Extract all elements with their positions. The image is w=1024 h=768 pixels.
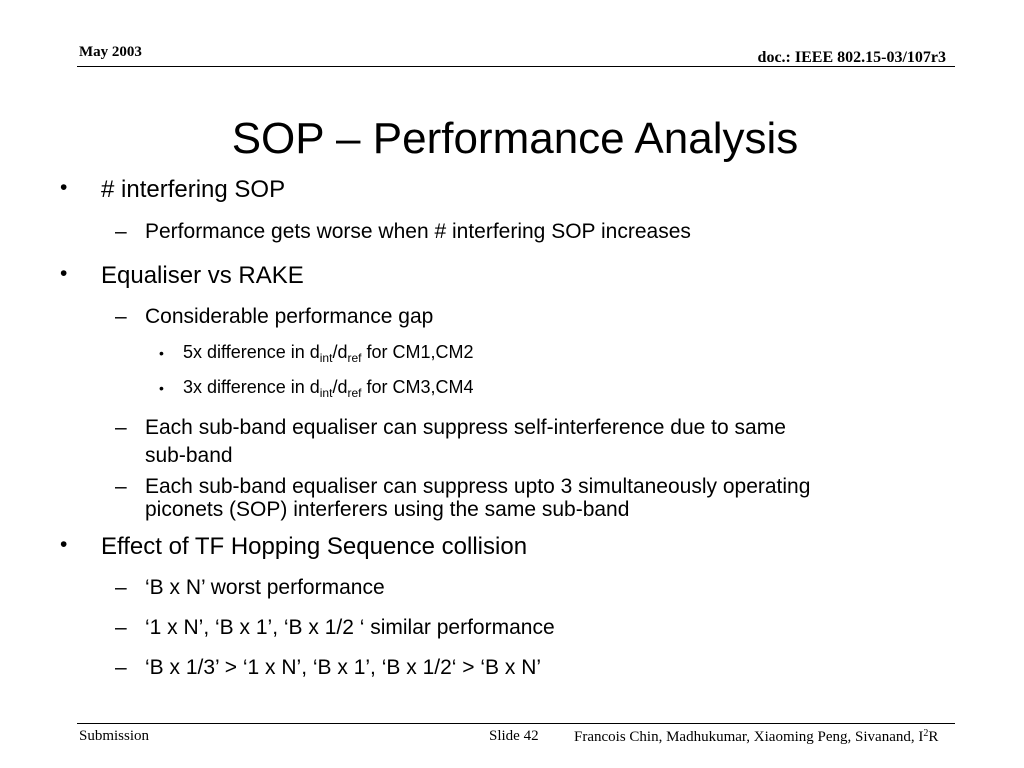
- bullet-marker: •: [60, 533, 68, 556]
- dash-marker: –: [115, 416, 127, 439]
- bullet-marker: •: [60, 262, 68, 285]
- dash-marker: –: [115, 220, 127, 243]
- sub-bullet-text: piconets (SOP) interferers using the same sub-band: [145, 498, 630, 521]
- dash-marker: –: [115, 656, 127, 679]
- sub-sub-bullet-text: 3x difference in $d_{int}/d_{ref}$ for CM3,CM4: [183, 377, 474, 400]
- header-divider: [77, 66, 955, 67]
- bullet-text: Effect of TF Hopping Sequence collision: [101, 533, 528, 560]
- footer-slide-number: Slide 42: [489, 728, 539, 744]
- footer-divider: [77, 723, 955, 724]
- footer-authors: Francois Chin, Madhukumar, Xiaoming Peng, Sivanand, $I^2R$: [574, 728, 939, 745]
- sub-bullet-text: Each sub-band equaliser can suppress self-interference due to same: [145, 416, 786, 439]
- bullet-marker: •: [159, 345, 164, 361]
- dash-marker: –: [115, 475, 127, 498]
- dash-marker: –: [115, 616, 127, 639]
- dash-marker: –: [115, 305, 127, 328]
- sub-bullet-text: ‘B x 1/3’ > ‘1 x N’, ‘B x 1’, ‘B x 1/2‘ > ‘B x N’: [145, 656, 542, 679]
- sub-bullet-text: ‘1 x N’, ‘B x 1’, ‘B x 1/2 ‘ similar performance: [145, 616, 555, 639]
- sub-bullet-text: ‘B x N’ worst performance: [145, 576, 385, 599]
- slide-title: SOP – Performance Analysis: [231, 114, 799, 163]
- sub-bullet-text: Considerable performance gap: [145, 305, 434, 328]
- bullet-text: # interfering SOP: [101, 176, 286, 203]
- header-date: May 2003: [79, 44, 142, 60]
- sub-bullet-text: Each sub-band equaliser can suppress upto 3 simultaneously operating: [145, 475, 811, 498]
- header-doc-id: doc.: IEEE 802.15-03/107r3: [757, 49, 946, 66]
- bullet-marker: •: [159, 380, 164, 396]
- sub-bullet-text: sub-band: [145, 444, 233, 467]
- bullet-text: Equaliser vs RAKE: [101, 262, 304, 289]
- dash-marker: –: [115, 576, 127, 599]
- footer-submission: Submission: [79, 728, 150, 744]
- sub-sub-bullet-text: 5x difference in $d_{int}/d_{ref}$ for CM1,CM2: [183, 342, 474, 365]
- bullet-marker: •: [60, 176, 68, 199]
- sub-bullet-text: Performance gets worse when # interfering SOP increases: [145, 220, 691, 243]
